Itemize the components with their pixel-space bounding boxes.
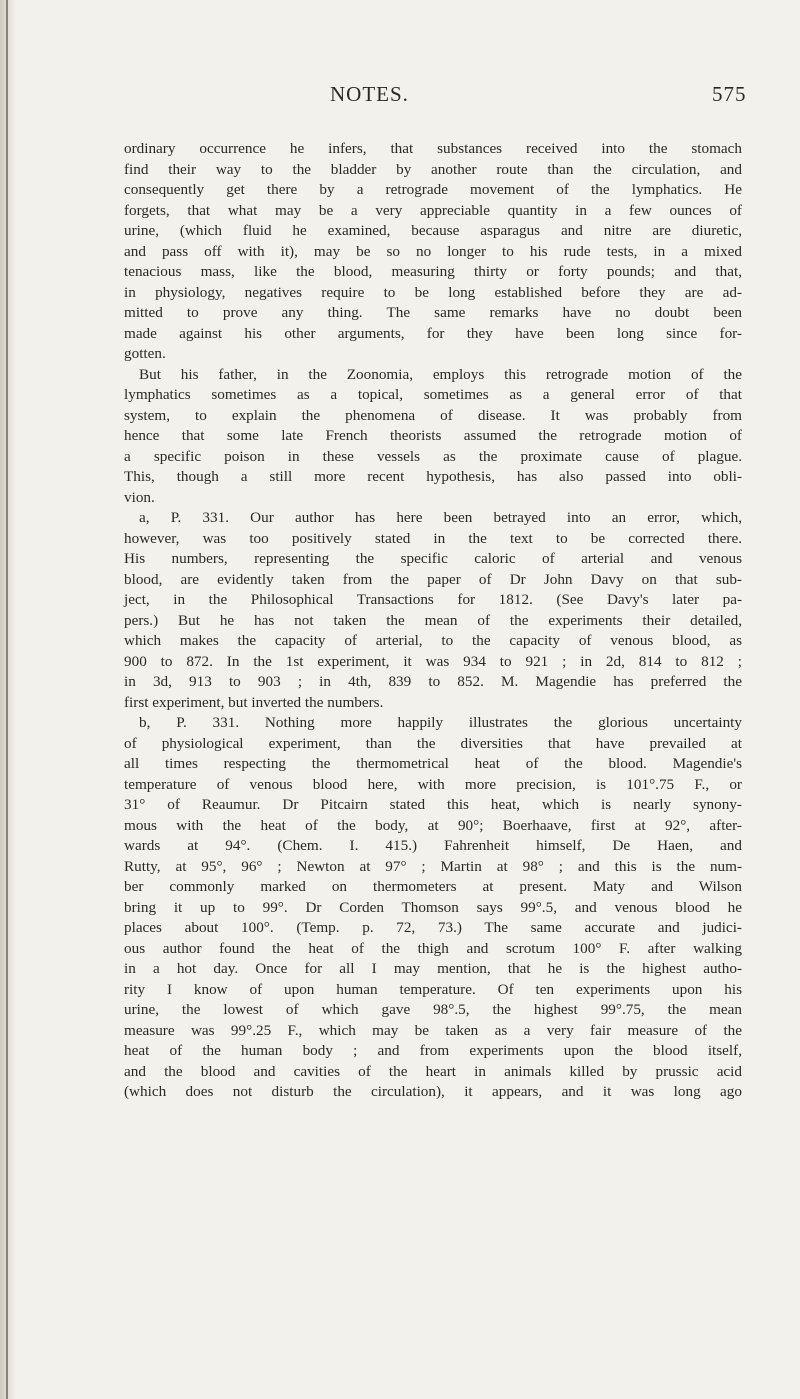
text-line: in physiology, negatives require to be long established before they are ad-	[124, 283, 742, 301]
text-line: measure was 99°.25 F., which may be taken as a very fair measure of the	[124, 1021, 742, 1039]
text-line: But his father, in the Zoonomia, employs this retrograde motion of the	[139, 365, 742, 383]
text-line: ous author found the heat of the thigh and scrotum 100° F. after walking	[124, 939, 742, 957]
page-binding-edge	[0, 0, 16, 1399]
text-line: temperature of venous blood here, with more precision, is 101°.75 F., or	[124, 775, 742, 793]
text-line: first experiment, but inverted the numbers.	[124, 693, 384, 711]
running-head-title: NOTES.	[330, 82, 409, 106]
text-line: lymphatics sometimes as a topical, sometimes as a general error of that	[124, 386, 742, 403]
text-line: in 3d, 913 to 903 ; in 4th, 839 to 852. M. Magendie has preferred the	[124, 673, 742, 690]
text-line: blood, are evidently taken from the paper of Dr John Davy on that sub-	[124, 570, 742, 588]
text-line: system, to explain the phenomena of disease. It was probably from	[124, 406, 742, 424]
text-line: urine, (which fluid he examined, because asparagus and nitre are diuretic,	[124, 222, 742, 239]
text-line: ordinary occurrence he infers, that substances received into the stomach	[124, 140, 742, 157]
text-line: consequently get there by a retrograde movement of the lymphatics. He	[124, 181, 742, 198]
text-line: rity I know of upon human temperature. Of ten experiments upon his	[124, 980, 742, 998]
text-line: a, P. 331. Our author has here been betrayed into an error, which,	[139, 509, 742, 526]
text-line: His numbers, representing the specific caloric of arterial and venous	[124, 550, 742, 567]
text-line: of physiological experiment, than the diversities that have prevailed at	[124, 734, 742, 752]
text-line: pers.) But he has not taken the mean of the experiments their detailed,	[124, 611, 742, 629]
text-line: find their way to the bladder by another route than the circulation, and	[124, 160, 742, 178]
text-line: all times respecting the thermometrical heat of the blood. Magendie's	[124, 755, 742, 772]
text-line: (which does not disturb the circulation), it appears, and it was long ago	[124, 1083, 742, 1100]
text-line: b, P. 331. Nothing more happily illustrates the glorious uncertainty	[139, 714, 742, 731]
text-line: This, though a still more recent hypothesis, has also passed into obli-	[124, 468, 742, 485]
text-line: Rutty, at 95°, 96° ; Newton at 97° ; Martin at 98° ; and this is the num-	[124, 857, 742, 875]
text-line: hence that some late French theorists assumed the retrograde motion of	[124, 427, 742, 444]
text-line: forgets, that what may be a very appreciable quantity in a few ounces of	[124, 201, 742, 219]
text-line: mitted to prove any thing. The same remarks have no doubt been	[124, 304, 742, 321]
text-line: and pass off with it), may be so no longer to his rude tests, in a mixed	[124, 242, 742, 260]
text-line: places about 100°. (Temp. p. 72, 73.) The same accurate and judici-	[124, 919, 742, 936]
text-line: wards at 94°. (Chem. I. 415.) Fahrenheit himself, De Haen, and	[124, 837, 742, 854]
text-line: mous with the heat of the body, at 90°; Boerhaave, first at 92°, after-	[124, 816, 742, 834]
text-line: 900 to 872. In the 1st experiment, it was 934 to 921 ; in 2d, 814 to 812 ;	[124, 652, 742, 670]
text-line: a specific poison in these vessels as the proximate cause of plague.	[124, 447, 742, 465]
text-line: heat of the human body ; and from experiments upon the blood itself,	[124, 1042, 742, 1059]
notes-body-text	[124, 139, 742, 1103]
text-line: urine, the lowest of which gave 98°.5, the highest 99°.75, the mean	[124, 1001, 742, 1018]
text-line: ject, in the Philosophical Transactions for 1812. (See Davy's later pa-	[124, 591, 742, 608]
text-line: ber commonly marked on thermometers at present. Maty and Wilson	[124, 878, 742, 895]
text-line: tenacious mass, like the blood, measuring thirty or forty pounds; and that,	[124, 263, 742, 280]
text-line: vion.	[124, 488, 155, 506]
binding-line	[6, 0, 8, 1399]
text-line: in a hot day. Once for all I may mention, that he is the highest autho-	[124, 960, 742, 977]
running-head	[0, 82, 800, 112]
text-line: which makes the capacity of arterial, to the capacity of venous blood, as	[124, 632, 742, 649]
text-line: 31° of Reaumur. Dr Pitcairn stated this heat, which is nearly synony-	[124, 796, 742, 813]
page-number: 575	[712, 82, 747, 106]
text-line: gotten.	[124, 345, 166, 362]
text-line: made against his other arguments, for they have been long since for-	[124, 324, 742, 342]
text-line: bring it up to 99°. Dr Corden Thomson says 99°.5, and venous blood he	[124, 898, 742, 916]
text-line: and the blood and cavities of the heart in animals killed by prussic acid	[124, 1062, 742, 1080]
text-line: however, was too positively stated in the text to be corrected there.	[124, 529, 742, 547]
